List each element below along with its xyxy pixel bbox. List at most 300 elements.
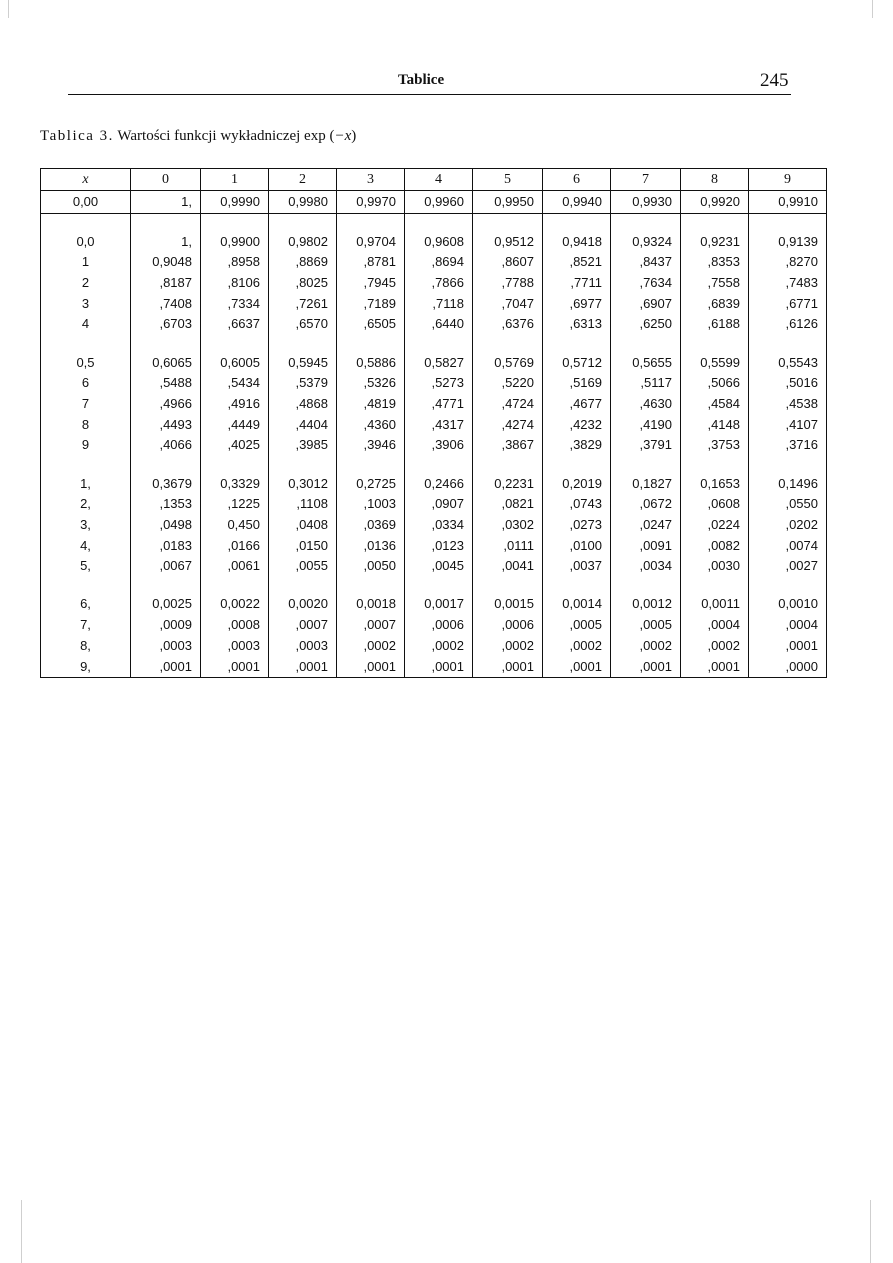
table-cell: 0,9910	[749, 191, 827, 214]
table-cell: 0,5769	[473, 352, 543, 373]
row-x-value: 6,	[41, 594, 131, 615]
table-cell: 0,5543	[749, 352, 827, 373]
table-cell: ,8025	[269, 273, 337, 294]
table-row	[41, 352, 827, 373]
table-cell: ,0002	[611, 635, 681, 656]
table-cell: ,7408	[131, 293, 201, 314]
table-cell: 0,9704	[337, 231, 405, 252]
column-header-8: 8	[681, 169, 749, 191]
table-cell: 0,9990	[201, 191, 269, 214]
spacer-cell	[473, 213, 543, 231]
table-cell: 0,9324	[611, 231, 681, 252]
table-cell: 0,9231	[681, 231, 749, 252]
table-cell: ,1108	[269, 494, 337, 515]
table-cell: ,4232	[543, 414, 611, 435]
spacer-cell	[543, 335, 611, 353]
table-cell: ,5169	[543, 373, 611, 394]
row-x-value: 9	[41, 435, 131, 456]
table-row	[41, 556, 827, 577]
table-cell: 0,2725	[337, 473, 405, 494]
table-cell: 0,9139	[749, 231, 827, 252]
table-cell: ,0002	[337, 635, 405, 656]
table-cell: 0,5827	[405, 352, 473, 373]
table-cell: ,4274	[473, 414, 543, 435]
spacer-cell	[749, 577, 827, 595]
table-cell: ,4966	[131, 394, 201, 415]
table-cell: 0,9970	[337, 191, 405, 214]
table-cell: ,7118	[405, 293, 473, 314]
table-cell: ,7711	[543, 273, 611, 294]
table-cell: ,6188	[681, 314, 749, 335]
table-cell: ,0002	[543, 635, 611, 656]
table-cell: 0,9608	[405, 231, 473, 252]
spacer-cell	[131, 213, 201, 231]
table-cell: ,6703	[131, 314, 201, 335]
table-cell: ,0037	[543, 556, 611, 577]
group-spacer	[41, 335, 827, 353]
table-cell: ,6839	[681, 293, 749, 314]
table-cell: ,0061	[201, 556, 269, 577]
table-cell: ,8869	[269, 252, 337, 273]
table-cell: ,8437	[611, 252, 681, 273]
spacer-cell	[201, 577, 269, 595]
spacer-cell	[405, 213, 473, 231]
table-cell: ,0007	[337, 615, 405, 636]
table-cell: ,0001	[681, 656, 749, 677]
table-cell: ,0009	[131, 615, 201, 636]
spacer-cell	[131, 456, 201, 474]
table-cell: ,1353	[131, 494, 201, 515]
table-cell: ,0672	[611, 494, 681, 515]
table-cell: ,0247	[611, 515, 681, 536]
spacer-cell	[611, 213, 681, 231]
table-cell: ,0111	[473, 535, 543, 556]
table-cell: 0,9048	[131, 252, 201, 273]
table-cell: ,5066	[681, 373, 749, 394]
table-cell: ,0821	[473, 494, 543, 515]
table-cell: 0,0020	[269, 594, 337, 615]
table-cell: ,0166	[201, 535, 269, 556]
column-header-5: 5	[473, 169, 543, 191]
table-row	[41, 373, 827, 394]
row-x-value: 6	[41, 373, 131, 394]
table-cell: ,8353	[681, 252, 749, 273]
table-cell: 0,1496	[749, 473, 827, 494]
page-number: 245	[760, 70, 789, 91]
table-cell: ,0091	[611, 535, 681, 556]
table-cell: 0,0015	[473, 594, 543, 615]
table-cell: ,4025	[201, 435, 269, 456]
table-cell: ,0002	[405, 635, 473, 656]
spacer-cell	[611, 456, 681, 474]
spacer-cell	[201, 456, 269, 474]
table-cell: 0,0010	[749, 594, 827, 615]
table-row	[41, 293, 827, 314]
row-x-value: 0,5	[41, 352, 131, 373]
table-cell: ,3985	[269, 435, 337, 456]
table-row	[41, 394, 827, 415]
table-cell: ,0004	[749, 615, 827, 636]
spacer-cell	[405, 577, 473, 595]
table-cell: 0,2019	[543, 473, 611, 494]
table-cell: 0,1827	[611, 473, 681, 494]
table-cell: ,8106	[201, 273, 269, 294]
table-cell: ,0003	[131, 635, 201, 656]
column-header-3: 3	[337, 169, 405, 191]
spacer-cell	[681, 577, 749, 595]
table-cell: ,0082	[681, 535, 749, 556]
table-cell: 1,	[131, 191, 201, 214]
table-cell: 0,0025	[131, 594, 201, 615]
table-cell: ,6977	[543, 293, 611, 314]
spacer-cell	[41, 456, 131, 474]
table-cell: ,0006	[405, 615, 473, 636]
running-header-title: Tablice	[398, 72, 445, 88]
spacer-cell	[405, 335, 473, 353]
table-cell: ,0001	[337, 656, 405, 677]
table-cell: ,4148	[681, 414, 749, 435]
table-cell: ,0003	[269, 635, 337, 656]
table-cell: ,0000	[749, 656, 827, 677]
table-cell: ,4819	[337, 394, 405, 415]
table-cell: ,0003	[201, 635, 269, 656]
spacer-cell	[681, 213, 749, 231]
table-cell: ,0743	[543, 494, 611, 515]
table-cell: ,4317	[405, 414, 473, 435]
column-header-1: 1	[201, 169, 269, 191]
row-x-value: 2	[41, 273, 131, 294]
row-x-value: 4	[41, 314, 131, 335]
table-cell: ,0408	[269, 515, 337, 536]
table-row	[41, 515, 827, 536]
row-x-value: 9,	[41, 656, 131, 677]
table-cell: ,0608	[681, 494, 749, 515]
column-header-2: 2	[269, 169, 337, 191]
spacer-cell	[543, 213, 611, 231]
spacer-cell	[269, 335, 337, 353]
spacer-cell	[749, 456, 827, 474]
table-cell: 0,0014	[543, 594, 611, 615]
table-row	[41, 414, 827, 435]
table-cell: 0,3329	[201, 473, 269, 494]
table-cell: ,6250	[611, 314, 681, 335]
spacer-cell	[337, 335, 405, 353]
row-x-value: 2,	[41, 494, 131, 515]
header-row	[41, 169, 827, 191]
group-spacer	[41, 456, 827, 474]
spacer-cell	[473, 456, 543, 474]
table-cell: ,0136	[337, 535, 405, 556]
table-cell: ,0074	[749, 535, 827, 556]
table-cell: ,5016	[749, 373, 827, 394]
table-cell: ,3946	[337, 435, 405, 456]
table-cell: ,8521	[543, 252, 611, 273]
table-cell: 0,9900	[201, 231, 269, 252]
table-cell: ,7866	[405, 273, 473, 294]
spacer-cell	[543, 456, 611, 474]
table-cell: ,3906	[405, 435, 473, 456]
spacer-cell	[337, 213, 405, 231]
table-cell: ,7945	[337, 273, 405, 294]
table-cell: ,3716	[749, 435, 827, 456]
table-row	[41, 535, 827, 556]
table-cell: ,0002	[681, 635, 749, 656]
table-cell: ,6313	[543, 314, 611, 335]
table-cell: 0,3679	[131, 473, 201, 494]
table-cell: ,0055	[269, 556, 337, 577]
table-cell: 0,0022	[201, 594, 269, 615]
table-cell: ,4449	[201, 414, 269, 435]
table-cell: 0,5945	[269, 352, 337, 373]
column-header-7: 7	[611, 169, 681, 191]
table-cell: 0,9950	[473, 191, 543, 214]
table-cell: ,4916	[201, 394, 269, 415]
table-row	[41, 594, 827, 615]
spacer-cell	[41, 335, 131, 353]
table-cell: 0,9512	[473, 231, 543, 252]
table-row	[41, 656, 827, 677]
table-cell: ,5488	[131, 373, 201, 394]
spacer-cell	[337, 577, 405, 595]
spacer-cell	[41, 577, 131, 595]
table-cell: 0,450	[201, 515, 269, 536]
table-cell: 0,9980	[269, 191, 337, 214]
table-row	[41, 231, 827, 252]
table-cell: ,7788	[473, 273, 543, 294]
row-x-value: 1	[41, 252, 131, 273]
table-cell: ,4771	[405, 394, 473, 415]
group-spacer	[41, 577, 827, 595]
table-cell: ,8781	[337, 252, 405, 273]
table-row	[41, 314, 827, 335]
table-caption-text: Wartości funkcji wykładniczej exp (	[113, 128, 335, 144]
table-cell: ,0302	[473, 515, 543, 536]
table-cell: ,5379	[269, 373, 337, 394]
spacer-cell	[611, 335, 681, 353]
table-cell: 0,2466	[405, 473, 473, 494]
table-cell: ,7047	[473, 293, 543, 314]
table-cell: 0,1653	[681, 473, 749, 494]
table-cell: 0,9418	[543, 231, 611, 252]
table-cell: ,4538	[749, 394, 827, 415]
table-cell: ,0030	[681, 556, 749, 577]
table-cell: ,0004	[681, 615, 749, 636]
table-cell: ,0027	[749, 556, 827, 577]
table-cell: 0,5655	[611, 352, 681, 373]
table-cell: ,0334	[405, 515, 473, 536]
row-x-value: 3	[41, 293, 131, 314]
table-cell: 0,0018	[337, 594, 405, 615]
table-cell: ,0050	[337, 556, 405, 577]
table-cell: 0,0011	[681, 594, 749, 615]
spacer-cell	[201, 335, 269, 353]
table-cell: 0,9960	[405, 191, 473, 214]
table-cell: ,0123	[405, 535, 473, 556]
column-header-9: 9	[749, 169, 827, 191]
table-cell: 0,6065	[131, 352, 201, 373]
table-cell: ,6637	[201, 314, 269, 335]
table-cell: 0,9802	[269, 231, 337, 252]
table-row	[41, 615, 827, 636]
table-cell: 0,9930	[611, 191, 681, 214]
table-cell: ,5434	[201, 373, 269, 394]
table-cell: ,8958	[201, 252, 269, 273]
table-cell: ,0067	[131, 556, 201, 577]
table-header	[41, 169, 827, 191]
table-cell: ,0002	[473, 635, 543, 656]
spacer-cell	[269, 577, 337, 595]
table-cell: ,8607	[473, 252, 543, 273]
table-cell: 0,0017	[405, 594, 473, 615]
table-cell: ,4868	[269, 394, 337, 415]
spacer-cell	[131, 577, 201, 595]
page-edge-right	[870, 1200, 871, 1263]
table-cell: 0,5712	[543, 352, 611, 373]
table-cell: ,0001	[473, 656, 543, 677]
table-cell: ,4190	[611, 414, 681, 435]
page-edge-top-right	[872, 0, 873, 18]
table-cell: ,7189	[337, 293, 405, 314]
column-header-6: 6	[543, 169, 611, 191]
table-caption-expression: −x	[334, 128, 352, 144]
table-cell: ,4404	[269, 414, 337, 435]
table-caption-label: Tablica 3.	[40, 128, 114, 144]
row-x-value: 7	[41, 394, 131, 415]
table-cell: ,4677	[543, 394, 611, 415]
column-header-x: x	[41, 169, 131, 191]
table-cell: ,0001	[543, 656, 611, 677]
table-cell: ,7558	[681, 273, 749, 294]
spacer-cell	[405, 456, 473, 474]
table-cell: ,6440	[405, 314, 473, 335]
table-cell: ,3829	[543, 435, 611, 456]
table-cell: ,0005	[543, 615, 611, 636]
table-cell: ,5326	[337, 373, 405, 394]
table-cell: ,1003	[337, 494, 405, 515]
table-cell: ,0001	[405, 656, 473, 677]
table-cell: ,0001	[201, 656, 269, 677]
table-row	[41, 473, 827, 494]
table-cell: ,0045	[405, 556, 473, 577]
table-cell: ,0001	[611, 656, 681, 677]
spacer-cell	[681, 456, 749, 474]
spacer-cell	[131, 335, 201, 353]
spacer-cell	[749, 335, 827, 353]
table-cell: ,0150	[269, 535, 337, 556]
row-x-value: 7,	[41, 615, 131, 636]
table-cell: ,0550	[749, 494, 827, 515]
table-cell: ,0001	[749, 635, 827, 656]
table-cell: ,3753	[681, 435, 749, 456]
spacer-cell	[749, 213, 827, 231]
header-rule	[68, 94, 791, 95]
table-caption	[40, 128, 356, 145]
row-x-value: 5,	[41, 556, 131, 577]
table-cell: ,8187	[131, 273, 201, 294]
table-cell: ,7261	[269, 293, 337, 314]
table-cell: ,8270	[749, 252, 827, 273]
table-cell: ,0202	[749, 515, 827, 536]
spacer-cell	[269, 213, 337, 231]
table-cell: ,4107	[749, 414, 827, 435]
table-cell: ,4630	[611, 394, 681, 415]
row-x-value: 0,00	[41, 191, 131, 214]
table-cell: 0,9920	[681, 191, 749, 214]
spacer-cell	[201, 213, 269, 231]
spacer-cell	[337, 456, 405, 474]
table-cell: ,5220	[473, 373, 543, 394]
row-x-value: 3,	[41, 515, 131, 536]
table-cell: 0,5886	[337, 352, 405, 373]
table-cell: ,6570	[269, 314, 337, 335]
table-body	[41, 191, 827, 678]
table-cell: ,4493	[131, 414, 201, 435]
page-edge-left	[21, 1200, 22, 1263]
table-cell: ,0183	[131, 535, 201, 556]
table-cell: ,6376	[473, 314, 543, 335]
table-cell: ,6907	[611, 293, 681, 314]
spacer-cell	[473, 577, 543, 595]
row-x-value: 1,	[41, 473, 131, 494]
table-cell: ,0273	[543, 515, 611, 536]
table-cell: ,0369	[337, 515, 405, 536]
table-cell: 0,5599	[681, 352, 749, 373]
table-cell: ,0007	[269, 615, 337, 636]
table-cell: 1,	[131, 231, 201, 252]
spacer-cell	[611, 577, 681, 595]
table-cell: ,0907	[405, 494, 473, 515]
row-x-value: 8,	[41, 635, 131, 656]
row-x-value: 4,	[41, 535, 131, 556]
table-cell: ,6126	[749, 314, 827, 335]
spacer-cell	[543, 577, 611, 595]
table-cell: ,5117	[611, 373, 681, 394]
table-cell: ,0008	[201, 615, 269, 636]
table-cell: ,6505	[337, 314, 405, 335]
table-cell: ,0001	[269, 656, 337, 677]
table-cell: ,0100	[543, 535, 611, 556]
page-edge-top-left	[8, 0, 9, 18]
table-cell: ,4584	[681, 394, 749, 415]
table-cell: ,3867	[473, 435, 543, 456]
table-cell: ,0006	[473, 615, 543, 636]
table-row	[41, 273, 827, 294]
table-cell: ,1225	[201, 494, 269, 515]
table-row	[41, 435, 827, 456]
spacer-cell	[681, 335, 749, 353]
table-cell: ,4066	[131, 435, 201, 456]
table-cell: ,0001	[131, 656, 201, 677]
table-row	[41, 252, 827, 273]
table-cell: ,0034	[611, 556, 681, 577]
table-cell: ,0005	[611, 615, 681, 636]
table-cell: ,7483	[749, 273, 827, 294]
table-cell: ,4724	[473, 394, 543, 415]
table-cell: 0,3012	[269, 473, 337, 494]
table-cell: 0,9940	[543, 191, 611, 214]
column-header-4: 4	[405, 169, 473, 191]
spacer-cell	[473, 335, 543, 353]
table-cell: 0,0012	[611, 594, 681, 615]
table-cell: ,0498	[131, 515, 201, 536]
table-cell: ,4360	[337, 414, 405, 435]
exp-values-table	[40, 168, 827, 678]
table-cell: ,3791	[611, 435, 681, 456]
table-row	[41, 494, 827, 515]
table-cell: ,8694	[405, 252, 473, 273]
group-spacer	[41, 213, 827, 231]
table-caption-close: )	[351, 128, 357, 144]
